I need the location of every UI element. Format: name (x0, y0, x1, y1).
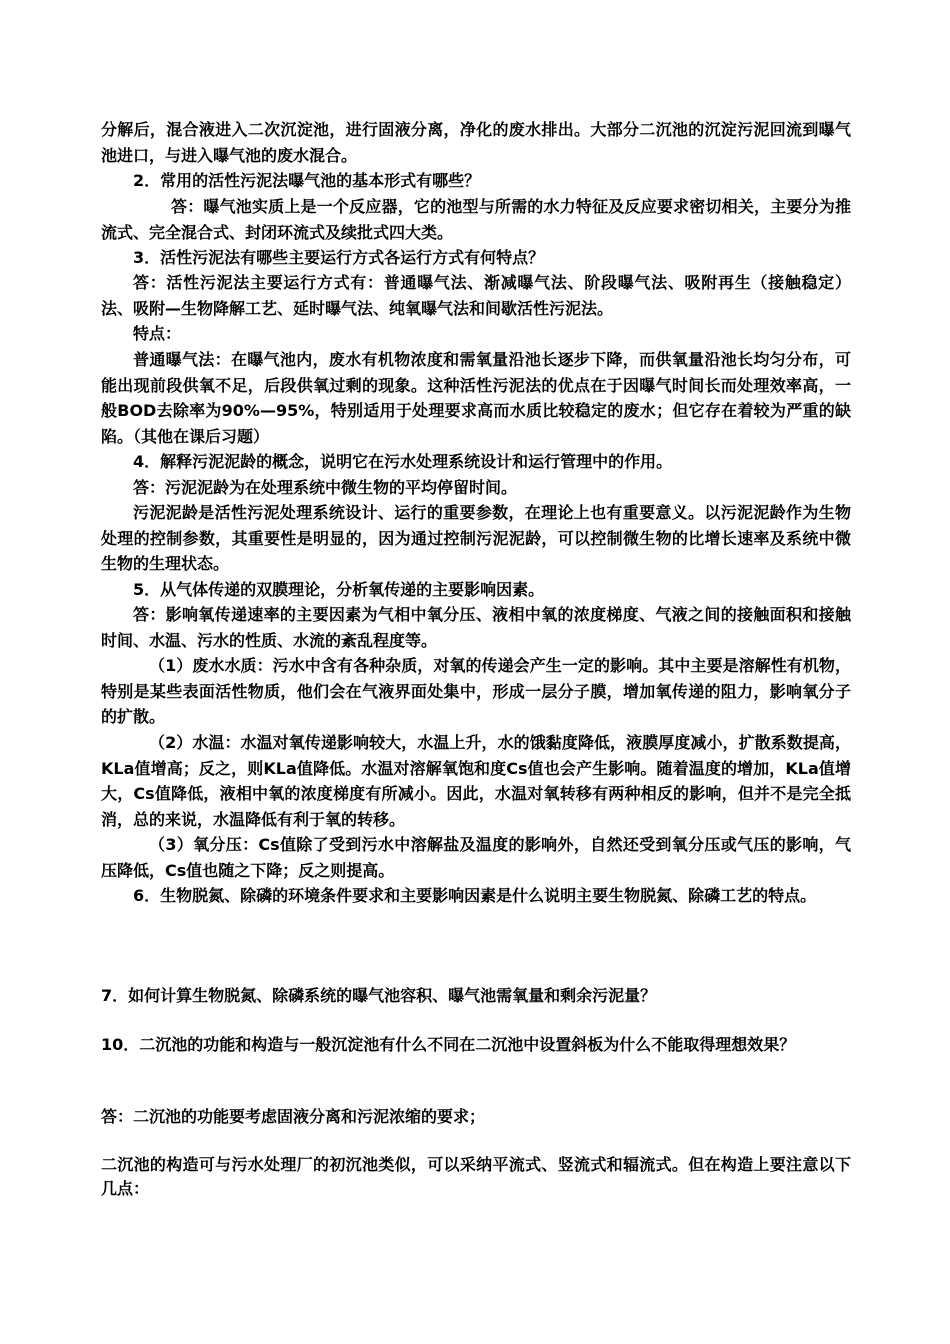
question-4: 4．解释污泥泥龄的概念，说明它在污水处理系统设计和运行管理中的作用。 (133, 452, 673, 471)
answer-5: 答：影响氧传递速率的主要因素为气相中氧分压、液相中氧的浓度梯度、气液之间的接触面积和接触时间、水温、污水的性质、水流的紊乱程度等。 (101, 605, 851, 650)
answer-4: 答：污泥泥龄为在处理系统中微生物的平均停留时间。 (133, 478, 518, 497)
question-6: 6．生物脱氮、除磷的环境条件要求和主要影响因素是什么说明主要生物脱氮、除磷工艺的特点。 (133, 886, 817, 905)
answer-10: 答：二沉池的功能要考虑固液分离和污泥浓缩的要求； (101, 1107, 486, 1126)
question-5: 5．从气体传递的双膜理论，分析氧传递的主要影响因素。 (133, 580, 545, 599)
question-2: 2．常用的活性污泥法曝气池的基本形式有哪些？ (133, 171, 481, 190)
answer-4-detail: 污泥泥龄是活性污泥处理系统设计、运行的重要参数，在理论上也有重要意义。以污泥泥龄作为生物处理的控制参数，其重要性是明显的，因为通过控制污泥泥龄，可以控制微生物的比增长速率及系统中微生物的生理状态。 (101, 503, 851, 574)
answer-3: 答：活性污泥法主要运行方式有：普通曝气法、渐减曝气法、阶段曝气法、吸附再生（接触稳定）法、吸附—生物降解工艺、延时曝气法、纯氧曝气法和间歇活性污泥法。 (101, 273, 851, 318)
features-label: 特点： (133, 324, 182, 343)
question-7: 7．如何计算生物脱氮、除磷系统的曝气池容积、曝气池需氧量和剩余污泥量？ (101, 986, 657, 1005)
answer-2: 答：曝气池实质上是一个反应器，它的池型与所需的水力特征及反应要求密切相关，主要分为推流式、完全混合式、封闭环流式及续批式四大类。 (101, 197, 851, 242)
paragraph-intro: 分解后，混合液进入二次沉淀池，进行固液分离，净化的废水排出。大部分二沉池的沉淀污泥回流到曝气池进口，与进入曝气池的废水混合。 (101, 120, 851, 165)
factor-1: （1）废水水质：污水中含有各种杂质，对氧的传递会产生一定的影响。其中主要是溶解性有机物，特别是某些表面活性物质，他们会在气液界面处集中，形成一层分子膜，增加氧传递的阻力，影响氧分子的扩散。 (101, 656, 851, 727)
question-3: 3．活性污泥法有哪些主要运行方式各运行方式有何特点？ (133, 248, 545, 267)
factor-3: （3）氧分压：Cs值除了受到污水中溶解盐及温度的影响外，自然还受到氧分压或气压的影响，气压降低，Cs值也随之下降；反之则提高。 (101, 835, 851, 880)
question-10: 10．二沉池的功能和构造与一般沉淀池有什么不同在二沉池中设置斜板为什么不能取得理想效果？ (101, 1035, 796, 1054)
factor-2: （2）水温：水温对氧传递影响较大，水温上升，水的饿黏度降低，液膜厚度减小，扩散系数提高，KLa值增高；反之，则KLa值降低。水温对溶解氧饱和度Cs值也会产生影响。随着温度的增加，KLa值增大，Cs值降低，液相中氧的浓度梯度有所减小。因此，水温对氧转移有两种相反的影响，但并不是完全抵消，总的来说，水温降低有利于氧的转移。 (101, 733, 851, 829)
answer-10-detail: 二沉池的构造可与污水处理厂的初沉池类似，可以采纳平流式、竖流式和辐流式。但在构造上要注意以下几点： (101, 1155, 851, 1198)
features-text: 普通曝气法：在曝气池内，废水有机物浓度和需氧量沿池长逐步下降，而供氧量沿池长均匀分布，可能出现前段供氧不足，后段供氧过剩的现象。这种活性污泥法的优点在于因曝气时间长而处理效率高，一般BOD去除率为90%—95%，特别适用于处理要求高而水质比较稳定的废水；但它存在着较为严重的缺陷。（其他在课后习题） (101, 350, 851, 446)
